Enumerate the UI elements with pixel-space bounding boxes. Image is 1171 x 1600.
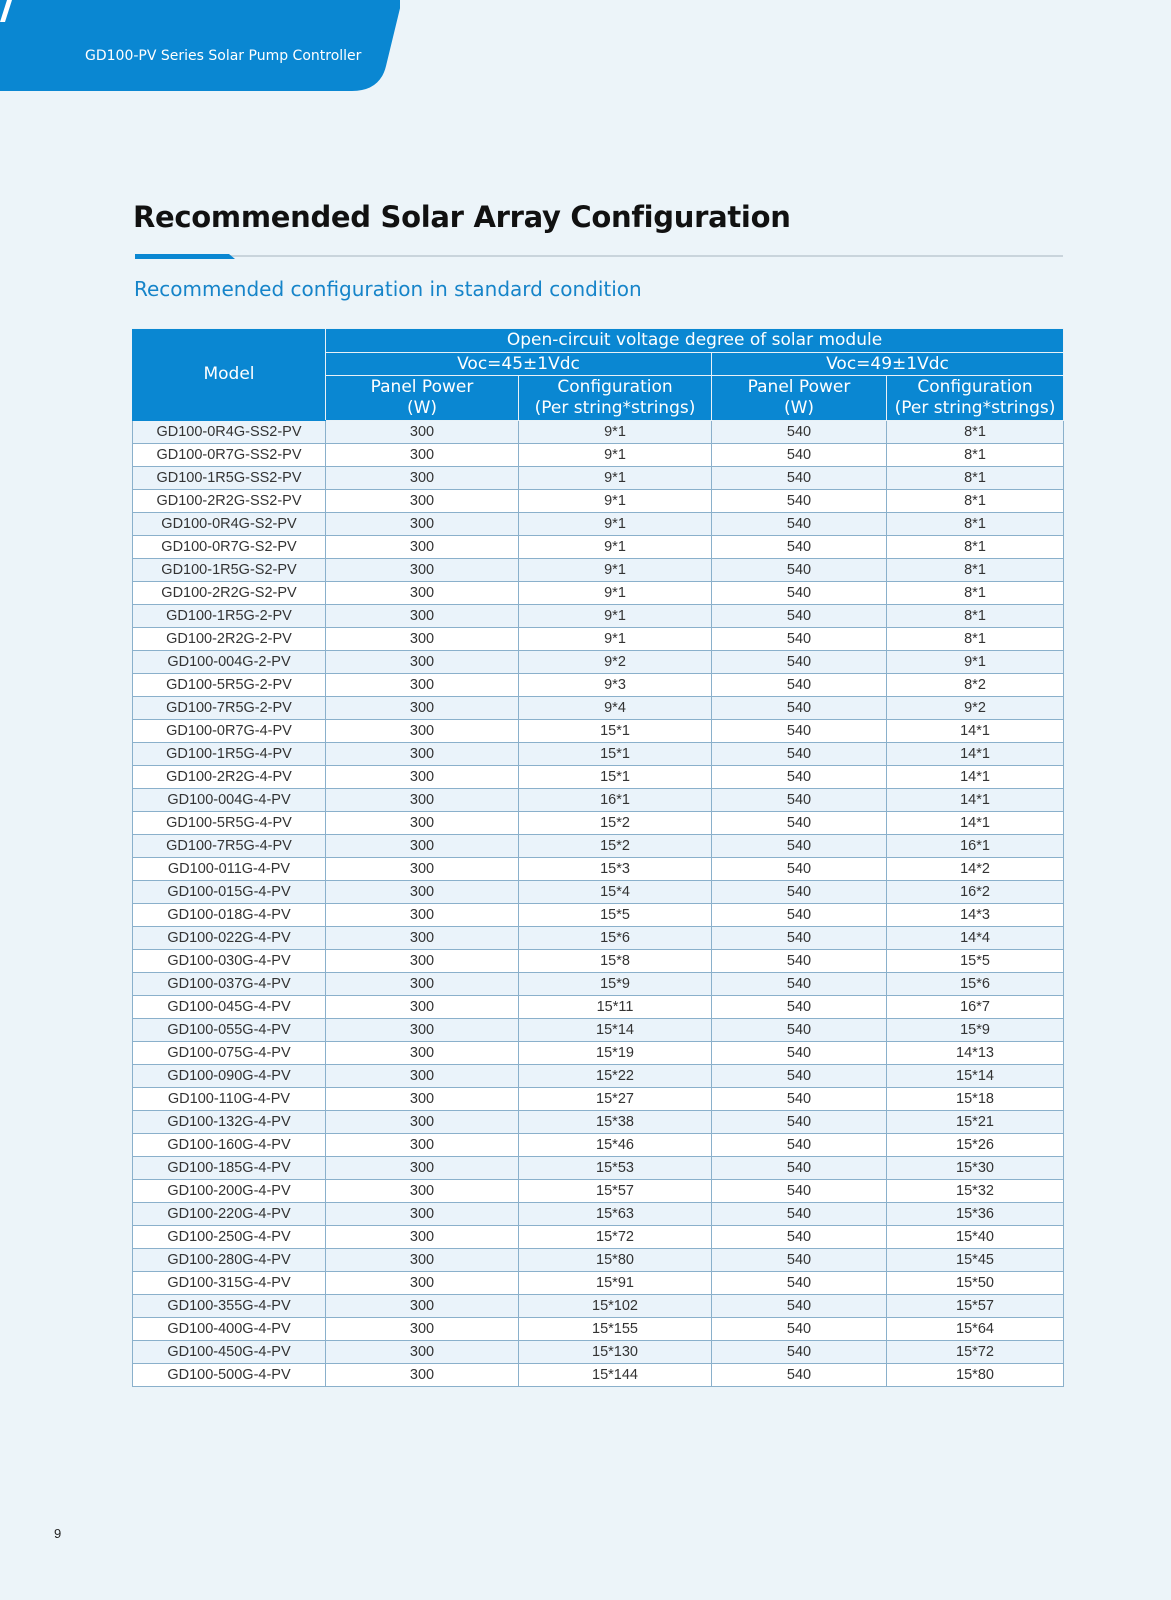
- table-row: [133, 559, 1064, 582]
- configuration-cell-voc49: 15*36: [887, 1203, 1064, 1226]
- model-cell: GD100-7R5G-2-PV: [133, 697, 326, 720]
- model-cell: GD100-1R5G-2-PV: [133, 605, 326, 628]
- panel-power-cell-voc49: 540: [712, 835, 887, 858]
- configuration-cell-voc45: 15*102: [519, 1295, 712, 1318]
- model-cell: GD100-1R5G-S2-PV: [133, 559, 326, 582]
- configuration-cell-voc49: 16*7: [887, 996, 1064, 1019]
- panel-power-cell-voc49: 540: [712, 605, 887, 628]
- panel-power-cell-voc49: 540: [712, 904, 887, 927]
- table-row: [133, 904, 1064, 927]
- panel-power-label: Panel Power: [747, 377, 851, 397]
- table-body: [133, 421, 1064, 1387]
- configuration-cell-voc49: 16*1: [887, 835, 1064, 858]
- table-row: [133, 697, 1064, 720]
- panel-power-cell-voc45: 300: [326, 927, 519, 950]
- panel-power-cell-voc49: 540: [712, 513, 887, 536]
- model-cell: GD100-0R7G-S2-PV: [133, 536, 326, 559]
- panel-power-unit: (W): [783, 398, 815, 418]
- configuration-cell-voc49: 8*1: [887, 467, 1064, 490]
- panel-power-cell-voc45: 300: [326, 513, 519, 536]
- configuration-cell-voc45: 15*80: [519, 1249, 712, 1272]
- model-cell: GD100-055G-4-PV: [133, 1019, 326, 1042]
- configuration-cell-voc45: 15*11: [519, 996, 712, 1019]
- table-row: [133, 444, 1064, 467]
- panel-power-cell-voc49: 540: [712, 720, 887, 743]
- configuration-cell-voc49: 15*18: [887, 1088, 1064, 1111]
- model-cell: GD100-250G-4-PV: [133, 1226, 326, 1249]
- panel-power-unit: (W): [406, 398, 438, 418]
- configuration-cell-voc45: 15*53: [519, 1157, 712, 1180]
- page-number: 9: [54, 1526, 62, 1541]
- voc-49-header: Voc=49±1Vdc: [712, 353, 1064, 376]
- model-cell: GD100-0R7G-SS2-PV: [133, 444, 326, 467]
- configuration-cell-voc45: 15*9: [519, 973, 712, 996]
- panel-power-cell-voc49: 540: [712, 536, 887, 559]
- configuration-cell-voc45: 9*3: [519, 674, 712, 697]
- configuration-cell-voc49: 15*14: [887, 1065, 1064, 1088]
- table-row: [133, 674, 1064, 697]
- model-cell: GD100-110G-4-PV: [133, 1088, 326, 1111]
- configuration-cell-voc49: 8*1: [887, 582, 1064, 605]
- configuration-cell-voc45: 15*3: [519, 858, 712, 881]
- configuration-cell-voc49: 14*13: [887, 1042, 1064, 1065]
- configuration-cell-voc49: 8*1: [887, 513, 1064, 536]
- panel-power-cell-voc45: 300: [326, 559, 519, 582]
- table-row: [133, 1157, 1064, 1180]
- panel-power-cell-voc49: 540: [712, 1249, 887, 1272]
- configuration-label: Configuration: [557, 377, 673, 397]
- configuration-cell-voc49: 15*40: [887, 1226, 1064, 1249]
- configuration-cell-voc49: 8*1: [887, 444, 1064, 467]
- model-cell: GD100-011G-4-PV: [133, 858, 326, 881]
- document-title: GD100-PV Series Solar Pump Controller: [85, 48, 362, 64]
- panel-power-cell-voc45: 300: [326, 835, 519, 858]
- table-row: [133, 1203, 1064, 1226]
- model-cell: GD100-500G-4-PV: [133, 1364, 326, 1387]
- panel-power-cell-voc45: 300: [326, 1111, 519, 1134]
- panel-power-cell-voc49: 540: [712, 628, 887, 651]
- panel-power-cell-voc49: 540: [712, 1180, 887, 1203]
- panel-power-cell-voc49: 540: [712, 1341, 887, 1364]
- model-cell: GD100-185G-4-PV: [133, 1157, 326, 1180]
- table-row: [133, 536, 1064, 559]
- table-row: [133, 1111, 1064, 1134]
- configuration-cell-voc49: 15*6: [887, 973, 1064, 996]
- configuration-label: Configuration: [917, 377, 1033, 397]
- configuration-cell-voc49: 8*1: [887, 605, 1064, 628]
- table-row: [133, 835, 1064, 858]
- configuration-cell-voc45: 15*155: [519, 1318, 712, 1341]
- model-cell: GD100-160G-4-PV: [133, 1134, 326, 1157]
- panel-power-cell-voc45: 300: [326, 1318, 519, 1341]
- model-cell: GD100-1R5G-4-PV: [133, 743, 326, 766]
- configuration-cell-voc49: 8*1: [887, 628, 1064, 651]
- model-cell: GD100-0R4G-SS2-PV: [133, 421, 326, 444]
- panel-power-cell-voc45: 300: [326, 421, 519, 444]
- configuration-cell-voc49: 15*32: [887, 1180, 1064, 1203]
- panel-power-cell-voc45: 300: [326, 950, 519, 973]
- panel-power-cell-voc49: 540: [712, 1203, 887, 1226]
- configuration-cell-voc49: 15*5: [887, 950, 1064, 973]
- table-row: [133, 605, 1064, 628]
- configuration-cell-voc45: 15*72: [519, 1226, 712, 1249]
- configuration-cell-voc45: 9*1: [519, 536, 712, 559]
- panel-power-cell-voc49: 540: [712, 1019, 887, 1042]
- panel-power-cell-voc45: 300: [326, 467, 519, 490]
- model-cell: GD100-090G-4-PV: [133, 1065, 326, 1088]
- panel-power-cell-voc45: 300: [326, 1295, 519, 1318]
- model-cell: GD100-015G-4-PV: [133, 881, 326, 904]
- configuration-cell-voc49: 14*3: [887, 904, 1064, 927]
- panel-power-cell-voc49: 540: [712, 651, 887, 674]
- table-row: [133, 1065, 1064, 1088]
- configuration-cell-voc45: 15*8: [519, 950, 712, 973]
- voltage-group-header: Open-circuit voltage degree of solar module: [326, 329, 1064, 353]
- title-accent-bar: [135, 254, 235, 259]
- panel-power-cell-voc45: 300: [326, 1042, 519, 1065]
- panel-power-cell-voc45: 300: [326, 881, 519, 904]
- panel-power-cell-voc49: 540: [712, 1295, 887, 1318]
- table-row: [133, 490, 1064, 513]
- model-cell: GD100-450G-4-PV: [133, 1341, 326, 1364]
- panel-power-header-voc49: [712, 376, 887, 421]
- model-column-header: Model: [133, 329, 326, 421]
- panel-power-cell-voc45: 300: [326, 651, 519, 674]
- configuration-cell-voc45: 9*1: [519, 605, 712, 628]
- configuration-cell-voc45: 15*2: [519, 835, 712, 858]
- configuration-cell-voc49: 15*64: [887, 1318, 1064, 1341]
- model-cell: GD100-045G-4-PV: [133, 996, 326, 1019]
- panel-power-cell-voc45: 300: [326, 766, 519, 789]
- panel-power-cell-voc45: 300: [326, 444, 519, 467]
- configuration-cell-voc49: 14*1: [887, 743, 1064, 766]
- panel-power-cell-voc49: 540: [712, 559, 887, 582]
- configuration-cell-voc45: 15*63: [519, 1203, 712, 1226]
- panel-power-cell-voc49: 540: [712, 812, 887, 835]
- panel-power-cell-voc49: 540: [712, 743, 887, 766]
- panel-power-cell-voc45: 300: [326, 605, 519, 628]
- configuration-cell-voc45: 15*2: [519, 812, 712, 835]
- panel-power-cell-voc45: 300: [326, 1272, 519, 1295]
- configuration-cell-voc49: 8*2: [887, 674, 1064, 697]
- table-row: [133, 651, 1064, 674]
- page-title: Recommended Solar Array Configuration: [133, 200, 791, 234]
- panel-power-cell-voc45: 300: [326, 628, 519, 651]
- panel-power-cell-voc45: 300: [326, 1019, 519, 1042]
- model-cell: GD100-5R5G-2-PV: [133, 674, 326, 697]
- panel-power-cell-voc49: 540: [712, 1318, 887, 1341]
- configuration-cell-voc49: 8*1: [887, 559, 1064, 582]
- table-row: [133, 628, 1064, 651]
- model-cell: GD100-355G-4-PV: [133, 1295, 326, 1318]
- configuration-cell-voc45: 9*2: [519, 651, 712, 674]
- configuration-cell-voc45: 9*1: [519, 628, 712, 651]
- configuration-cell-voc49: 14*1: [887, 766, 1064, 789]
- table-row: [133, 1295, 1064, 1318]
- configuration-cell-voc45: 9*1: [519, 421, 712, 444]
- panel-power-cell-voc45: 300: [326, 812, 519, 835]
- configuration-cell-voc49: 15*21: [887, 1111, 1064, 1134]
- configuration-cell-voc45: 15*4: [519, 881, 712, 904]
- configuration-cell-voc45: 15*46: [519, 1134, 712, 1157]
- configuration-cell-voc49: 15*9: [887, 1019, 1064, 1042]
- configuration-cell-voc49: 9*2: [887, 697, 1064, 720]
- configuration-unit: (Per string*strings): [894, 398, 1056, 418]
- model-cell: GD100-5R5G-4-PV: [133, 812, 326, 835]
- model-cell: GD100-1R5G-SS2-PV: [133, 467, 326, 490]
- table-row: [133, 743, 1064, 766]
- table-row: [133, 1318, 1064, 1341]
- panel-power-cell-voc45: 300: [326, 904, 519, 927]
- header-banner: [0, 0, 400, 91]
- panel-power-label: Panel Power: [370, 377, 474, 397]
- configuration-cell-voc49: 15*26: [887, 1134, 1064, 1157]
- table-row: [133, 1272, 1064, 1295]
- panel-power-cell-voc45: 300: [326, 789, 519, 812]
- panel-power-cell-voc49: 540: [712, 490, 887, 513]
- panel-power-cell-voc45: 300: [326, 582, 519, 605]
- panel-power-cell-voc49: 540: [712, 881, 887, 904]
- panel-power-cell-voc49: 540: [712, 1226, 887, 1249]
- table-row: [133, 927, 1064, 950]
- model-cell: GD100-2R2G-SS2-PV: [133, 490, 326, 513]
- configuration-cell-voc45: 15*1: [519, 743, 712, 766]
- panel-power-cell-voc45: 300: [326, 1364, 519, 1387]
- configuration-cell-voc49: 14*2: [887, 858, 1064, 881]
- panel-power-cell-voc45: 300: [326, 490, 519, 513]
- table-row: [133, 1088, 1064, 1111]
- table-row: [133, 812, 1064, 835]
- model-cell: GD100-2R2G-2-PV: [133, 628, 326, 651]
- model-cell: GD100-030G-4-PV: [133, 950, 326, 973]
- table-row: [133, 582, 1064, 605]
- panel-power-cell-voc49: 540: [712, 766, 887, 789]
- configuration-cell-voc49: 14*1: [887, 720, 1064, 743]
- table-row: [133, 1180, 1064, 1203]
- panel-power-cell-voc49: 540: [712, 996, 887, 1019]
- panel-power-cell-voc45: 300: [326, 536, 519, 559]
- configuration-cell-voc49: 15*50: [887, 1272, 1064, 1295]
- configuration-unit: (Per string*strings): [534, 398, 696, 418]
- panel-power-cell-voc49: 540: [712, 674, 887, 697]
- table-row: [133, 1249, 1064, 1272]
- table-row: [133, 1042, 1064, 1065]
- model-cell: GD100-022G-4-PV: [133, 927, 326, 950]
- configuration-cell-voc45: 15*57: [519, 1180, 712, 1203]
- panel-power-cell-voc45: 300: [326, 1341, 519, 1364]
- table-row: [133, 467, 1064, 490]
- configuration-cell-voc45: 15*38: [519, 1111, 712, 1134]
- section-subtitle: Recommended configuration in standard condition: [134, 277, 642, 301]
- panel-power-cell-voc45: 300: [326, 674, 519, 697]
- table-row: [133, 1134, 1064, 1157]
- panel-power-cell-voc49: 540: [712, 1042, 887, 1065]
- panel-power-cell-voc49: 540: [712, 697, 887, 720]
- model-cell: GD100-018G-4-PV: [133, 904, 326, 927]
- model-cell: GD100-004G-2-PV: [133, 651, 326, 674]
- model-cell: GD100-280G-4-PV: [133, 1249, 326, 1272]
- configuration-cell-voc45: 9*1: [519, 444, 712, 467]
- configuration-cell-voc49: 15*45: [887, 1249, 1064, 1272]
- table-row: [133, 858, 1064, 881]
- title-divider: [135, 255, 1063, 257]
- model-cell: GD100-132G-4-PV: [133, 1111, 326, 1134]
- table-row: [133, 720, 1064, 743]
- table-row: [133, 513, 1064, 536]
- configuration-cell-voc45: 9*1: [519, 490, 712, 513]
- configuration-cell-voc45: 15*6: [519, 927, 712, 950]
- model-cell: GD100-2R2G-S2-PV: [133, 582, 326, 605]
- configuration-cell-voc49: 15*30: [887, 1157, 1064, 1180]
- configuration-cell-voc45: 15*22: [519, 1065, 712, 1088]
- table-row: [133, 996, 1064, 1019]
- table-row: [133, 1226, 1064, 1249]
- model-cell: GD100-400G-4-PV: [133, 1318, 326, 1341]
- configuration-cell-voc45: 9*1: [519, 559, 712, 582]
- model-cell: GD100-0R7G-4-PV: [133, 720, 326, 743]
- panel-power-cell-voc45: 300: [326, 1180, 519, 1203]
- panel-power-header-voc45: [326, 376, 519, 421]
- model-cell: GD100-315G-4-PV: [133, 1272, 326, 1295]
- configuration-table: [132, 328, 1064, 1387]
- configuration-cell-voc45: 15*27: [519, 1088, 712, 1111]
- model-cell: GD100-004G-4-PV: [133, 789, 326, 812]
- panel-power-cell-voc49: 540: [712, 1157, 887, 1180]
- configuration-cell-voc49: 14*1: [887, 789, 1064, 812]
- model-cell: GD100-7R5G-4-PV: [133, 835, 326, 858]
- configuration-cell-voc45: 9*1: [519, 513, 712, 536]
- configuration-cell-voc49: 9*1: [887, 651, 1064, 674]
- panel-power-cell-voc49: 540: [712, 789, 887, 812]
- panel-power-cell-voc45: 300: [326, 1134, 519, 1157]
- model-cell: GD100-2R2G-4-PV: [133, 766, 326, 789]
- panel-power-cell-voc45: 300: [326, 996, 519, 1019]
- configuration-cell-voc45: 15*1: [519, 720, 712, 743]
- panel-power-cell-voc49: 540: [712, 467, 887, 490]
- configuration-cell-voc45: 9*1: [519, 582, 712, 605]
- panel-power-cell-voc49: 540: [712, 950, 887, 973]
- model-cell: GD100-220G-4-PV: [133, 1203, 326, 1226]
- panel-power-cell-voc45: 300: [326, 720, 519, 743]
- panel-power-cell-voc49: 540: [712, 1111, 887, 1134]
- panel-power-cell-voc49: 540: [712, 582, 887, 605]
- panel-power-cell-voc49: 540: [712, 1065, 887, 1088]
- model-cell: GD100-200G-4-PV: [133, 1180, 326, 1203]
- panel-power-cell-voc49: 540: [712, 1134, 887, 1157]
- configuration-cell-voc49: 14*1: [887, 812, 1064, 835]
- configuration-cell-voc49: 16*2: [887, 881, 1064, 904]
- panel-power-cell-voc45: 300: [326, 1088, 519, 1111]
- table-row: [133, 973, 1064, 996]
- table-row: [133, 1341, 1064, 1364]
- panel-power-cell-voc49: 540: [712, 444, 887, 467]
- table-row: [133, 950, 1064, 973]
- configuration-header-voc45: [519, 376, 712, 421]
- table-row: [133, 421, 1064, 444]
- configuration-cell-voc49: 15*72: [887, 1341, 1064, 1364]
- model-cell: GD100-075G-4-PV: [133, 1042, 326, 1065]
- configuration-cell-voc49: 14*4: [887, 927, 1064, 950]
- panel-power-cell-voc45: 300: [326, 1065, 519, 1088]
- configuration-cell-voc45: 15*130: [519, 1341, 712, 1364]
- configuration-cell-voc49: 8*1: [887, 490, 1064, 513]
- configuration-header-voc49: [887, 376, 1064, 421]
- configuration-cell-voc45: 15*144: [519, 1364, 712, 1387]
- panel-power-cell-voc45: 300: [326, 697, 519, 720]
- configuration-cell-voc45: 15*5: [519, 904, 712, 927]
- panel-power-cell-voc49: 540: [712, 858, 887, 881]
- panel-power-cell-voc49: 540: [712, 1088, 887, 1111]
- panel-power-cell-voc49: 540: [712, 1364, 887, 1387]
- configuration-cell-voc45: 9*4: [519, 697, 712, 720]
- panel-power-cell-voc45: 300: [326, 1157, 519, 1180]
- table-row: [133, 789, 1064, 812]
- configuration-cell-voc45: 16*1: [519, 789, 712, 812]
- model-cell: GD100-037G-4-PV: [133, 973, 326, 996]
- configuration-cell-voc45: 15*14: [519, 1019, 712, 1042]
- table-row: [133, 766, 1064, 789]
- slash-icon: [0, 0, 18, 22]
- panel-power-cell-voc45: 300: [326, 743, 519, 766]
- panel-power-cell-voc49: 540: [712, 973, 887, 996]
- panel-power-cell-voc49: 540: [712, 927, 887, 950]
- configuration-cell-voc49: 15*57: [887, 1295, 1064, 1318]
- configuration-cell-voc49: 8*1: [887, 536, 1064, 559]
- configuration-cell-voc49: 15*80: [887, 1364, 1064, 1387]
- panel-power-cell-voc45: 300: [326, 1203, 519, 1226]
- configuration-cell-voc45: 15*19: [519, 1042, 712, 1065]
- configuration-cell-voc49: 8*1: [887, 421, 1064, 444]
- table-row: [133, 1019, 1064, 1042]
- header-banner-shape: [0, 0, 400, 91]
- table-row: [133, 881, 1064, 904]
- panel-power-cell-voc45: 300: [326, 1249, 519, 1272]
- voc-45-header: Voc=45±1Vdc: [326, 353, 712, 376]
- panel-power-cell-voc45: 300: [326, 858, 519, 881]
- model-cell: GD100-0R4G-S2-PV: [133, 513, 326, 536]
- panel-power-cell-voc49: 540: [712, 1272, 887, 1295]
- panel-power-cell-voc45: 300: [326, 973, 519, 996]
- panel-power-cell-voc49: 540: [712, 421, 887, 444]
- table-row: [133, 1364, 1064, 1387]
- configuration-cell-voc45: 15*91: [519, 1272, 712, 1295]
- panel-power-cell-voc45: 300: [326, 1226, 519, 1249]
- configuration-cell-voc45: 9*1: [519, 467, 712, 490]
- configuration-cell-voc45: 15*1: [519, 766, 712, 789]
